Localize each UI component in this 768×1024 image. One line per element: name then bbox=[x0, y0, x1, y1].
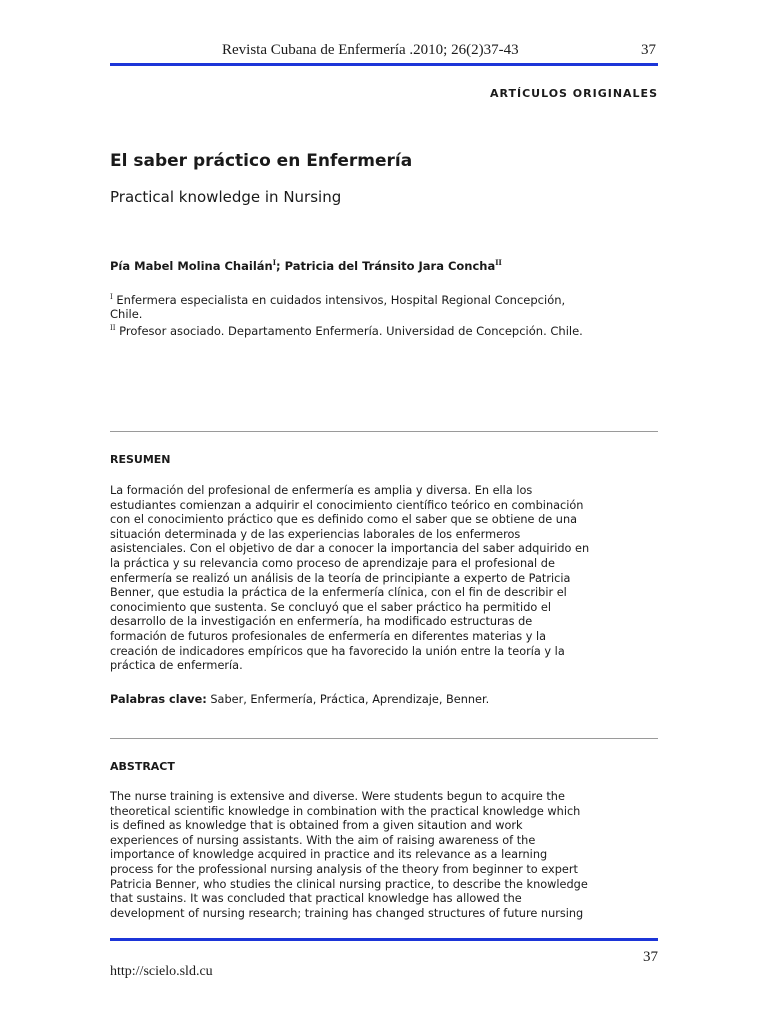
resumen-body bbox=[110, 484, 658, 674]
text-line: situación determinada y de las experiencias laborales de los enfermeros bbox=[110, 527, 521, 541]
affiliation bbox=[110, 290, 658, 338]
text-line: formación de futuros profesionales de enfermería en diferentes materias y la bbox=[110, 629, 547, 643]
abstract-body bbox=[110, 790, 658, 921]
author-separator: ; bbox=[276, 258, 285, 273]
text-line: process for the professional nursing analysis of the theory from beginner to expert bbox=[110, 862, 578, 876]
page-number-top: 37 bbox=[641, 42, 656, 58]
affiliation-text: Profesor asociado. Departamento Enfermería. Universidad de Concepción. Chile. bbox=[115, 323, 583, 338]
keywords-label: Palabras clave: bbox=[110, 693, 207, 706]
author-affil-mark: I bbox=[272, 258, 276, 267]
section-divider bbox=[110, 431, 658, 432]
text-line: con el conocimiento práctico que es definido como el saber que se obtiene de una bbox=[110, 513, 578, 527]
text-line: La formación del profesional de enfermería es amplia y diversa. En ella los bbox=[110, 484, 533, 497]
author-name: Pía Mabel Molina Chailán bbox=[110, 258, 273, 273]
text-line: development of nursing research; training has changed structures of future nursing bbox=[110, 906, 584, 920]
text-line: la práctica y su relevancia como proceso de aprendizaje para el profesional de bbox=[110, 556, 555, 570]
abstract-heading: ABSTRACT bbox=[110, 760, 175, 773]
article-title-es: El saber práctico en Enfermería bbox=[110, 151, 413, 171]
affiliation-text: Enfermera especialista en cuidados intensivos, Hospital Regional Concepción, bbox=[112, 292, 566, 307]
author-affil-mark: II bbox=[495, 258, 502, 267]
text-line: conocimiento que sustenta. Se concluyó que el saber práctico ha permitido el bbox=[110, 600, 551, 614]
text-line: práctica de enfermería. bbox=[110, 659, 243, 673]
keywords-list: Saber, Enfermería, Práctica, Aprendizaje, Benner. bbox=[206, 693, 490, 706]
footer-rule bbox=[110, 938, 658, 941]
text-line: Patricia Benner, who studies the clinical nursing practice, to describe the knowledge bbox=[110, 877, 588, 891]
section-type: ARTÍCULOS ORIGINALES bbox=[489, 87, 658, 100]
text-line: estudiantes comienzan a adquirir el conocimiento científico teórico en combinación bbox=[110, 498, 584, 512]
affiliation-mark: I bbox=[110, 293, 113, 301]
author-list bbox=[110, 258, 502, 273]
text-line: The nurse training is extensive and diverse. Were students begun to acquire the bbox=[110, 790, 565, 803]
running-header bbox=[110, 40, 658, 62]
text-line: Benner, que estudia la práctica de la enfermería clínica, con el fin de describir el bbox=[110, 586, 567, 600]
journal-citation: Revista Cubana de Enfermería .2010; 26(2)37-43 bbox=[222, 42, 519, 58]
affiliation-text: Chile. bbox=[110, 306, 143, 321]
text-line: that sustains. It was concluded that practical knowledge has allowed the bbox=[110, 892, 522, 906]
resumen-heading: RESUMEN bbox=[110, 453, 171, 466]
text-line: enfermería se realizó un análisis de la teoría de principiante a experto de Patricia bbox=[110, 571, 571, 585]
section-divider bbox=[110, 738, 658, 739]
article-title-en: Practical knowledge in Nursing bbox=[110, 188, 342, 206]
author-name: Patricia del Tránsito Jara Concha bbox=[284, 258, 496, 273]
text-line: creación de indicadores empíricos que ha favorecido la unión entre la teoría y la bbox=[110, 644, 565, 658]
text-line: asistenciales. Con el objetivo de dar a conocer la importancia del saber adquirido en bbox=[110, 542, 590, 556]
header-rule bbox=[110, 63, 658, 66]
text-line: importance of knowledge acquired in practice and its relevance as a learning bbox=[110, 848, 548, 862]
affiliation-mark: II bbox=[110, 323, 116, 332]
footer-url[interactable]: http://scielo.sld.cu bbox=[110, 964, 213, 979]
text-line: experiences of nursing assistants. With the aim of raising awareness of the bbox=[110, 833, 536, 847]
text-line: desarrollo de la investigación en enfermería, ha modificado estructuras de bbox=[110, 615, 533, 629]
keywords bbox=[110, 693, 489, 706]
text-line: is defined as knowledge that is obtained from a given sitaution and work bbox=[110, 819, 523, 833]
page-number-bottom: 37 bbox=[643, 949, 658, 965]
text-line: theoretical scientific knowledge in combination with the practical knowledge which bbox=[110, 804, 581, 818]
